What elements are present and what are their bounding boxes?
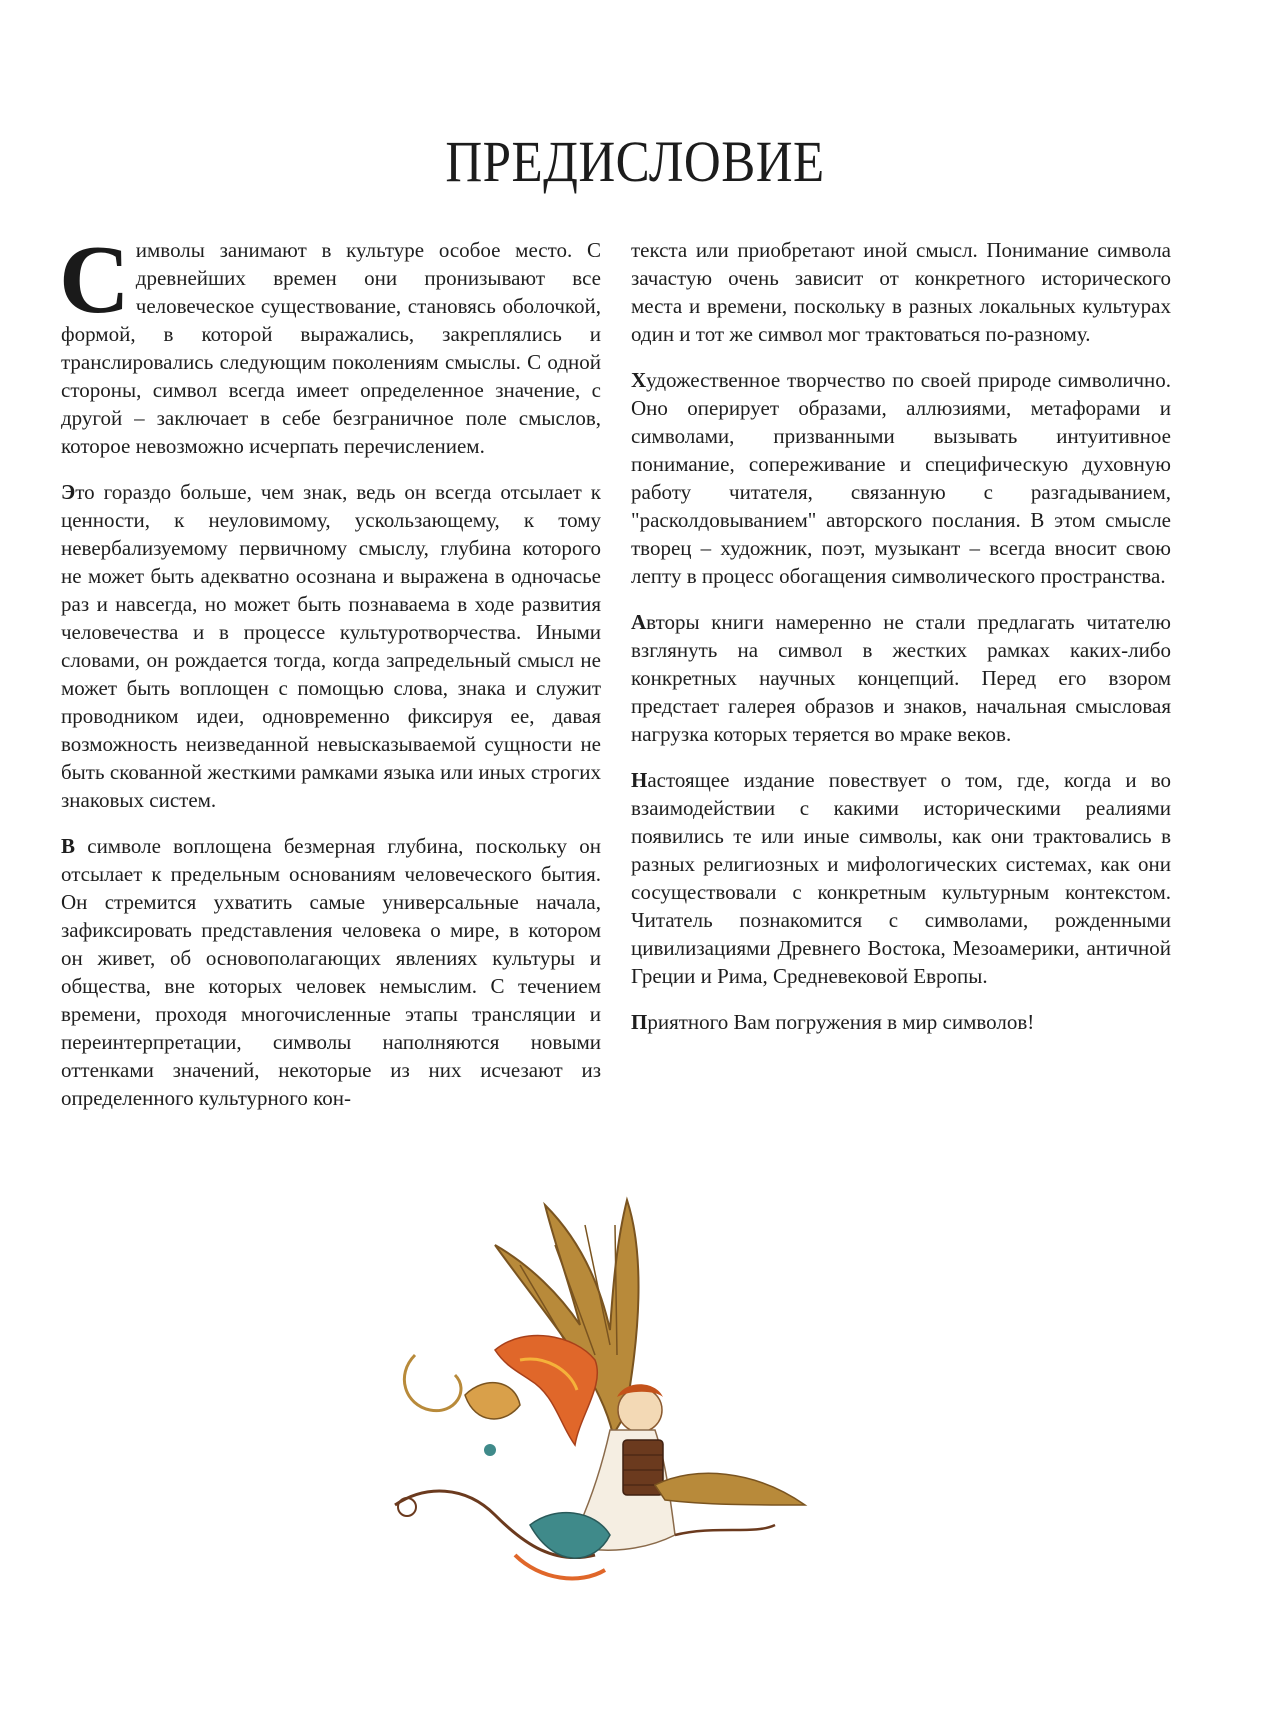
paragraph-6	[631, 766, 1171, 990]
paragraph-3-continued-text: текста или приобретают иной смысл. Понимание символа зачастую очень зависит от конкретного исторического места и времени, поскольку в разных локальных культурах один и тот же символ мог трактоваться по-разному.	[631, 238, 1171, 346]
paragraph-4-text: удожественное творчество по своей природе символично. Оно оперирует образами, аллюзиями, метафорами и символами, призванными вызывать интуитивное понимание, сопереживание и специфическую духовную работу читателя, связанную с разгадыванием, "расколдовыванием" авторского послания. В этом смысле творец – художник, поэт, музыкант – всегда вносит свою лепту в процесс обогащения символического пространства.	[631, 368, 1171, 588]
paragraph-3	[61, 832, 601, 1112]
paragraph-5-text: вторы книги намеренно не стали предлагать читателю взглянуть на символ в жестких рамках каких-либо конкретных научных концепций. Перед его взором предстает галерея образов и знаков, начальная смысловая нагрузка которых теряется во мраке веков.	[631, 610, 1171, 746]
left-column	[59, 226, 601, 1130]
page-title: ПРЕДИСЛОВИЕ	[445, 129, 825, 194]
paragraph-3-text: символе воплощена безмерная глубина, поскольку он отсылает к предельным основаниям человеческого бытия. Он стремится ухватить самые универсальные начала, зафиксировать представления человека о мире, в котором он живет, об основополагающих явлениях культуры и общества, вне которых человек немыслим. С течением времени, проходя многочисленные этапы трансляции и переинтерпретации, символы наполняются новыми оттенками значений, некоторые из них исчезают из определенного культурного кон-	[61, 834, 601, 1110]
angel-with-scrolls-ornament-icon	[355, 1185, 915, 1625]
right-wing	[655, 1473, 805, 1505]
paragraph-6-lead-letter: Н	[631, 768, 648, 792]
paragraph-7-lead-letter: П	[631, 1010, 648, 1034]
paragraph-6-text: астоящее издание повествует о том, где, когда и во взаимодействии с какими историческими реалиями появились те или иные символы, как они трактовались в разных религиозных и мифологических системах, как они сосуществовали с конкретным культурным контекстом. Читатель познакомится с символами, рожденными цивилизациями Древнего Востока, Мезоамерики, античной Греции и Рима, Средневековой Европы.	[631, 768, 1171, 988]
paragraph-4-lead-letter: Х	[631, 368, 647, 392]
paragraph-1-text: имволы занимают в культуре особое место. С древнейших времен они пронизывают все человеческое существование, становясь оболочкой, формой, в которой выражались, закреплялись и транслировались следующим поколениям смыслы. С одной стороны, символ всегда имеет определенное значение, с другой – заключает в себе безграничное поле смыслов, которое невозможно исчерпать перечислением.	[61, 238, 601, 458]
paragraph-1	[59, 226, 601, 460]
paragraph-7	[631, 1008, 1171, 1036]
paragraph-5-lead-letter: А	[631, 610, 647, 634]
paragraph-2-text: то гораздо больше, чем знак, ведь он всегда отсылает к ценности, к неуловимому, ускользающему, к тому невербализуемому первичному смыслу, глубина которого не может быть адекватно осознана и выражена в одночасье раз и навсегда, но может быть познаваема в ходе развития человечества и в процессе культуротворчества. Иными словами, он рождается тогда, когда запредельный смысл не может быть воплощен с помощью слова, знака и служит проводником идеи, одновременно фиксируя ее, давая возможность неизведанной невысказываемой сущности не быть скованной жесткими рамками языка или иных строгих знаковых систем.	[61, 480, 601, 812]
paragraph-4	[631, 366, 1171, 590]
paragraph-5	[631, 608, 1171, 748]
paragraph-2-lead-letter: Э	[61, 480, 76, 504]
right-column	[631, 236, 1171, 1054]
paragraph-3-lead-letter: В	[61, 834, 76, 858]
drop-cap: С	[59, 226, 130, 334]
paragraph-7-text: риятного Вам погружения в мир символов!	[647, 1010, 1035, 1034]
paragraph-2	[61, 478, 601, 814]
paragraph-3-continued	[631, 236, 1171, 348]
